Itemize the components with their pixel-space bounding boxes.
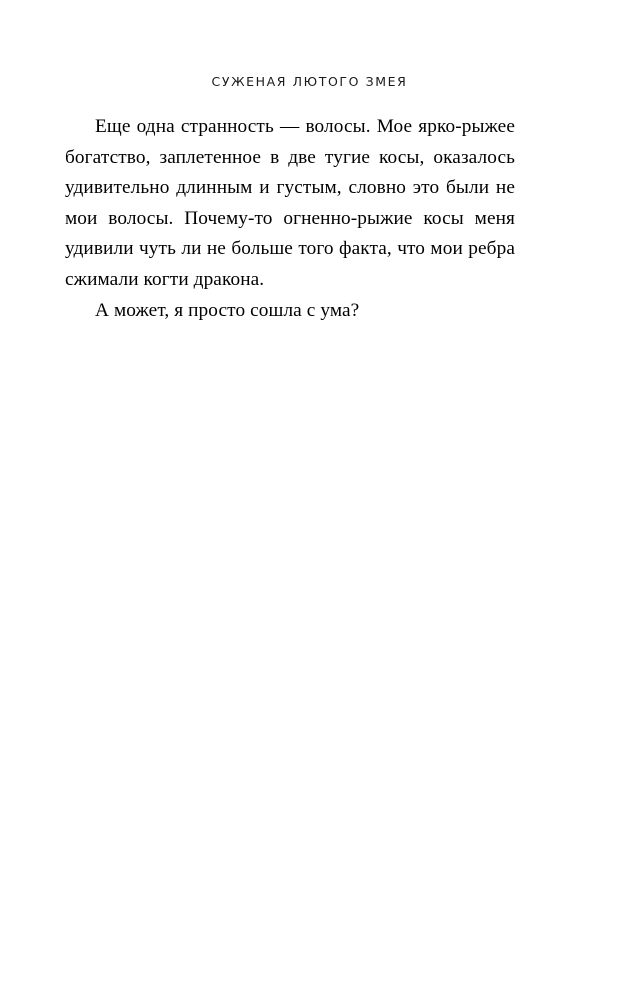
running-head: СУЖЕНАЯ ЛЮТОГО ЗМЕЯ [211, 74, 408, 89]
paragraph: А может, я просто сошла с ума? [95, 299, 360, 321]
paragraph: Еще одна странность — волосы. Мое ярко-рыжее богатство, заплетенное в две тугие косы, оказалось удивительно длинным и густым, словно это были не мои волосы. Почему-то огненно-рыжие косы меня удивили чуть ли не больше того факта, что мои ребра сжимали когти дракона. [65, 116, 515, 290]
body-text [65, 112, 515, 326]
